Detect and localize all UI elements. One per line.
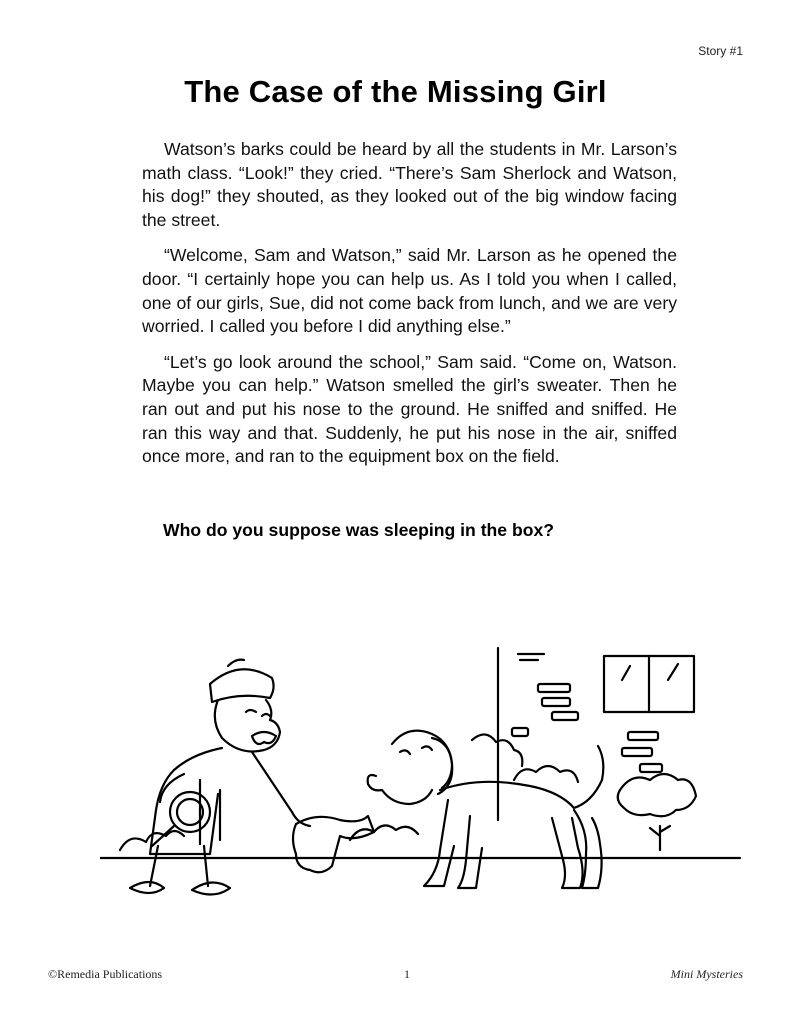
brick-wall-drawing bbox=[498, 648, 662, 820]
story-title: The Case of the Missing Girl bbox=[184, 74, 607, 109]
paragraph-2: “Welcome, Sam and Watson,” said Mr. Larson as he opened the door. “I certainly hope you can help us. As I told you when I called, one of our girls, Sue, did not come back from lunch, and we are very worried. I called you before I did anything else.” bbox=[142, 245, 677, 337]
story-number-label: Story #1 bbox=[698, 44, 743, 58]
paragraph-3: “Let’s go look around the school,” Sam said. “Come on, Watson. Maybe you can help.” Watson smelled the girl’s sweater. Then he ran out and put his nose to the ground. He sniffed and sniffed. He ran this way and that. Suddenly, he put his nose in the air, sniffed once more, and ran to the equipment box on the field. bbox=[142, 351, 677, 467]
dog-drawing bbox=[368, 731, 604, 888]
detective-drawing bbox=[130, 660, 374, 895]
story-question: Who do you suppose was sleeping in the box? bbox=[163, 520, 554, 540]
story-body bbox=[142, 138, 677, 481]
book-title: Mini Mysteries bbox=[670, 967, 743, 981]
publisher-credit: ©Remedia Publications bbox=[48, 967, 163, 981]
window-drawing bbox=[604, 656, 694, 712]
page-number: 1 bbox=[404, 967, 410, 981]
paragraph-1: Watson’s barks could be heard by all the students in Mr. Larson’s math class. “Look!” they cried. “There’s Sam Sherlock and Watson, his dog!” they shouted, as they looked out of the big window facing the street. bbox=[142, 139, 677, 230]
detective-and-dog-illustration bbox=[100, 640, 750, 940]
